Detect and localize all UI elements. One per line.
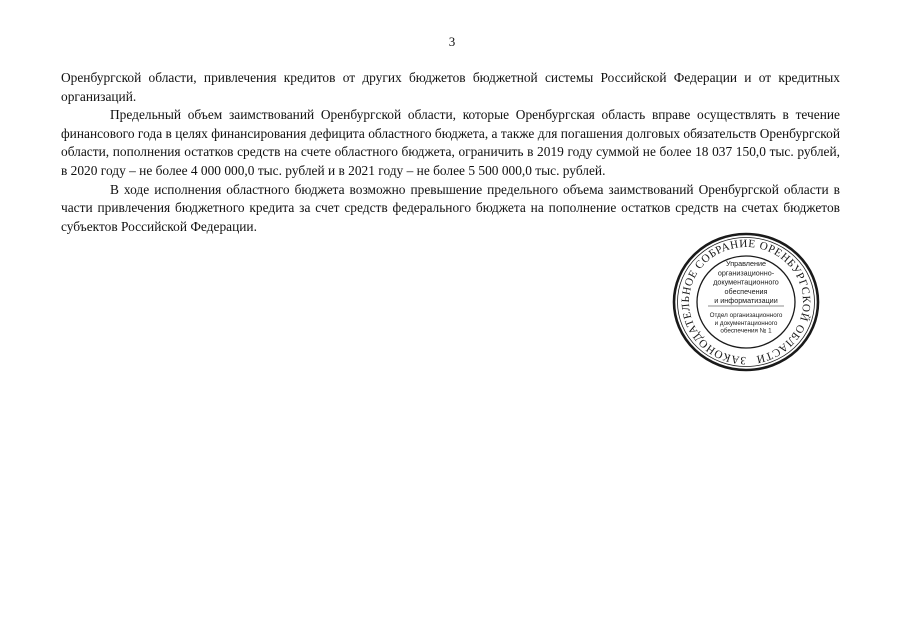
stamp-upper-line-4: обеспечения	[724, 286, 768, 296]
stamp-graphic	[666, 229, 826, 374]
stamp-upper-line-1: Управление	[726, 259, 766, 268]
official-stamp	[666, 229, 826, 374]
stamp-lower-line-3: обеспечения № 1	[720, 327, 772, 335]
stamp-upper-line-2: организационно-	[717, 268, 775, 278]
document-body	[61, 69, 840, 236]
stamp-lower-line-2: и документационного	[714, 319, 778, 327]
paragraph-3: В ходе исполнения областного бюджета возможно превышение предельного объема заимствований Оренбургской области в части привлечения бюджетного кредита за счет средств федерального бюджета на пополнение остатков средств на счетах бюджетов субъектов Российской Федерации.	[61, 181, 840, 234]
stamp-ring-text: ЗАКОНОДАТЕЛЬНОЕ СОБРАНИЕ ОРЕНБУРГСКОЙ ОБЛАСТИ	[679, 237, 813, 367]
paragraph-2: Предельный объем заимствований Оренбургской области, которые Оренбургская область вправе осуществлять в течение финансового года в целях финансирования дефицита областного бюджета, а также для погашения долговых обязательств Оренбургской области, пополнения остатков средств на счете областного бюджета, ограничить в 2019 году суммой не более 18 037 150,0 тыс. рублей, в 2020 году – не более 4 000 000,0 тыс. рублей и в 2021 году – не более 5 500 000,0 тыс. рублей.	[61, 107, 840, 178]
stamp-upper-line-3: документационного	[713, 277, 779, 287]
page-number: 3	[448, 34, 456, 49]
stamp-lower-line-1: Отдел организационного	[709, 312, 783, 319]
stamp-upper-line-5: и информатизации	[714, 296, 778, 306]
paragraph-1: Оренбургской области, привлечения кредитов от других бюджетов бюджетной системы Российской Федерации и от кредитных организаций.	[61, 70, 840, 104]
